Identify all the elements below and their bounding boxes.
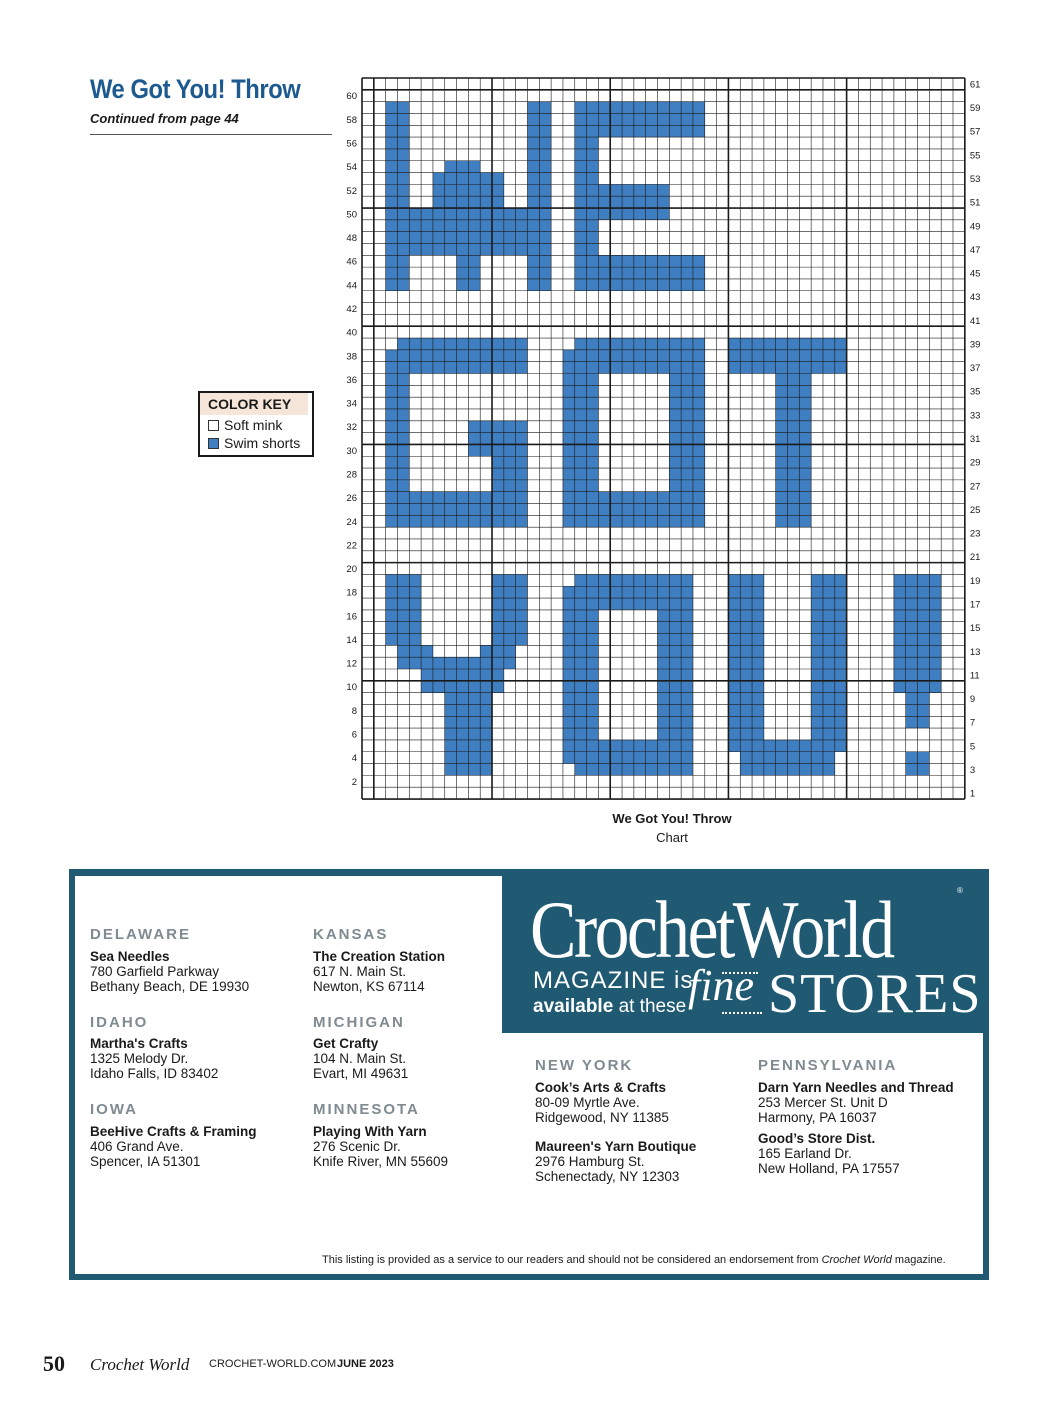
row-label-left: 34 xyxy=(346,398,357,410)
store-name: Good’s Store Dist. xyxy=(758,1131,876,1146)
state-heading: NEW YORK xyxy=(535,1057,634,1074)
row-label-left: 8 xyxy=(351,705,357,717)
store-address: 2976 Hamburg St. xyxy=(535,1154,645,1169)
logo-stores: STORES xyxy=(768,963,982,1025)
row-label-right: 21 xyxy=(969,552,981,564)
store-name: Darn Yarn Needles and Thread xyxy=(758,1080,954,1095)
chart-filled-block xyxy=(658,586,693,763)
page-number: 50 xyxy=(43,1351,65,1376)
logo-available: available xyxy=(533,996,614,1017)
row-label-right: 33 xyxy=(969,410,981,422)
row-label-right: 17 xyxy=(969,599,981,611)
row-label-left: 10 xyxy=(346,682,357,694)
store-entry xyxy=(535,1139,696,1184)
row-label-left: 22 xyxy=(346,540,357,552)
row-label-right: 13 xyxy=(969,646,981,658)
row-label-left: 54 xyxy=(346,162,357,174)
store-city: Spencer, IA 51301 xyxy=(90,1154,201,1169)
store-city: Bethany Beach, DE 19930 xyxy=(90,979,250,994)
store-city: Evart, MI 49631 xyxy=(313,1066,409,1081)
footer-magazine: Crochet World xyxy=(90,1355,190,1374)
store-city: Knife River, MN 55609 xyxy=(313,1154,449,1169)
chart-caption-subtitle: Chart xyxy=(656,830,688,845)
row-label-left: 56 xyxy=(346,138,357,150)
row-label-left: 48 xyxy=(346,233,357,245)
store-address: 104 N. Main St. xyxy=(313,1051,407,1066)
row-label-right: 41 xyxy=(969,315,981,327)
disclaimer-text: This listing is provided as a service to our readers and should not be considered an endorsement from xyxy=(322,1254,822,1266)
continued-note: Continued from page 44 xyxy=(90,111,239,126)
logo-fine: fine xyxy=(688,961,754,1010)
row-label-left: 6 xyxy=(351,729,357,741)
row-label-right: 49 xyxy=(969,221,981,233)
row-label-left: 30 xyxy=(346,445,357,457)
row-label-left: 36 xyxy=(346,374,357,386)
state-heading: IOWA xyxy=(90,1101,138,1118)
state-heading: MICHIGAN xyxy=(313,1014,405,1031)
row-label-right: 9 xyxy=(969,694,976,706)
chart-filled-block xyxy=(563,586,598,763)
row-label-left: 14 xyxy=(346,634,357,646)
chart-filled-block xyxy=(445,161,457,173)
chart-caption-title: We Got You! Throw xyxy=(612,811,732,826)
store-city: New Holland, PA 17557 xyxy=(758,1161,900,1176)
row-label-right: 23 xyxy=(969,528,981,540)
row-label-right: 59 xyxy=(969,103,981,115)
store-address: 276 Scenic Dr. xyxy=(313,1139,401,1154)
row-label-right: 15 xyxy=(969,623,981,635)
store-city: Schenectady, NY 12303 xyxy=(535,1169,680,1184)
row-label-right: 37 xyxy=(969,363,981,375)
registered-mark: ® xyxy=(957,886,963,895)
row-label-left: 4 xyxy=(351,753,357,765)
row-label-right: 19 xyxy=(969,575,981,587)
state-heading: PENNSYLVANIA xyxy=(758,1057,898,1074)
row-label-right: 45 xyxy=(969,268,981,280)
row-label-right: 11 xyxy=(969,670,980,682)
store-city: Idaho Falls, ID 83402 xyxy=(90,1066,219,1081)
row-label-left: 16 xyxy=(346,611,357,623)
row-label-left: 18 xyxy=(346,587,357,599)
store-entry xyxy=(313,949,445,994)
store-entry xyxy=(535,1080,669,1125)
row-label-right: 47 xyxy=(969,244,981,256)
chart-filled-block xyxy=(598,102,704,137)
row-label-left: 28 xyxy=(346,469,357,481)
row-label-right: 57 xyxy=(969,126,981,138)
store-name: Maureen's Yarn Boutique xyxy=(535,1139,697,1154)
store-address: 617 N. Main St. xyxy=(313,964,407,979)
row-label-right: 5 xyxy=(969,741,976,753)
row-label-left: 52 xyxy=(346,185,357,197)
row-label-left: 32 xyxy=(346,422,357,434)
row-label-right: 1 xyxy=(969,788,976,800)
state-heading: IDAHO xyxy=(90,1014,149,1031)
crochet-world-logo: CrochetWorld xyxy=(530,884,893,975)
listing-disclaimer xyxy=(322,1254,946,1266)
row-label-left: 46 xyxy=(346,256,357,268)
store-name: Martha's Crafts xyxy=(90,1036,188,1051)
state-heading: DELAWARE xyxy=(90,926,192,943)
logo-dots-bottom xyxy=(722,1012,762,1014)
chart-filled-block xyxy=(575,492,705,527)
store-address: 1325 Melody Dr. xyxy=(90,1051,189,1066)
color-key-label: Swim shorts xyxy=(224,435,301,451)
row-label-left: 40 xyxy=(346,327,357,339)
row-label-right: 61 xyxy=(969,79,981,91)
row-label-left: 44 xyxy=(346,280,357,292)
row-label-right: 35 xyxy=(969,386,981,398)
logo-tagline-line2 xyxy=(533,996,686,1018)
chart-filled-block xyxy=(728,574,763,751)
chart-filled-block xyxy=(811,574,846,751)
pattern-title: We Got You! Throw xyxy=(90,74,301,104)
chart-cells xyxy=(386,102,942,776)
row-label-right: 39 xyxy=(969,339,981,351)
row-label-left: 38 xyxy=(346,351,357,363)
store-address: 780 Garfield Parkway xyxy=(90,964,220,979)
row-label-right: 7 xyxy=(969,717,976,729)
store-name: Sea Needles xyxy=(90,949,170,964)
row-label-right: 55 xyxy=(969,150,981,162)
state-heading: MINNESOTA xyxy=(313,1101,420,1118)
row-label-left: 42 xyxy=(346,303,357,315)
store-entry xyxy=(758,1131,900,1176)
store-address: 80-09 Myrtle Ave. xyxy=(535,1095,640,1110)
row-label-right: 53 xyxy=(969,173,981,185)
logo-tagline-line1: MAGAZINE is xyxy=(533,967,694,994)
color-key-label: Soft mink xyxy=(224,417,283,433)
chart-filled-block xyxy=(598,255,704,290)
row-label-right: 43 xyxy=(969,292,981,304)
footer-url: CROCHET-WORLD.COM xyxy=(209,1358,337,1370)
store-name: Playing With Yarn xyxy=(313,1124,427,1139)
chart-filled-block xyxy=(397,338,527,373)
store-entry xyxy=(758,1080,954,1125)
chart-caption xyxy=(560,809,784,847)
store-city: Ridgewood, NY 11385 xyxy=(535,1110,669,1125)
chart-filled-block xyxy=(776,374,811,528)
store-entry xyxy=(90,1124,257,1169)
color-key-heading: COLOR KEY xyxy=(200,393,308,415)
store-entry xyxy=(90,949,249,994)
disclaimer-magazine: Crochet World xyxy=(821,1254,892,1266)
row-label-right: 3 xyxy=(969,764,976,776)
store-entry xyxy=(90,1036,218,1081)
row-label-left: 50 xyxy=(346,209,357,221)
row-label-left: 24 xyxy=(346,516,357,528)
store-entry xyxy=(313,1036,408,1081)
row-label-right: 31 xyxy=(969,434,981,446)
footer-issue-date: JUNE 2023 xyxy=(337,1358,394,1370)
row-label-left: 12 xyxy=(346,658,357,670)
logo-at-these: at these xyxy=(618,996,687,1017)
state-heading: KANSAS xyxy=(313,926,389,943)
logo-dots-top xyxy=(722,972,758,974)
store-address: 406 Grand Ave. xyxy=(90,1139,184,1154)
store-address: 165 Earland Dr. xyxy=(758,1146,852,1161)
row-label-left: 60 xyxy=(346,91,357,103)
row-label-right: 25 xyxy=(969,504,981,516)
store-city: Harmony, PA 16037 xyxy=(758,1110,877,1125)
disclaimer-end: magazine. xyxy=(891,1254,946,1266)
row-label-left: 26 xyxy=(346,493,357,505)
chart-filled-block xyxy=(492,421,527,527)
store-address: 253 Mercer St. Unit D xyxy=(758,1095,888,1110)
store-name: BeeHive Crafts & Framing xyxy=(90,1124,257,1139)
store-entry xyxy=(313,1124,448,1169)
row-label-right: 27 xyxy=(969,481,981,493)
row-label-left: 2 xyxy=(351,776,357,788)
store-name: Get Crafty xyxy=(313,1036,379,1051)
row-label-right: 51 xyxy=(969,197,981,209)
store-name: The Creation Station xyxy=(313,949,446,964)
row-label-left: 20 xyxy=(346,564,357,576)
row-label-left: 58 xyxy=(346,114,357,126)
store-name: Cook’s Arts & Crafts xyxy=(535,1080,667,1095)
row-label-right: 29 xyxy=(969,457,981,469)
store-city: Newton, KS 67114 xyxy=(313,979,425,994)
